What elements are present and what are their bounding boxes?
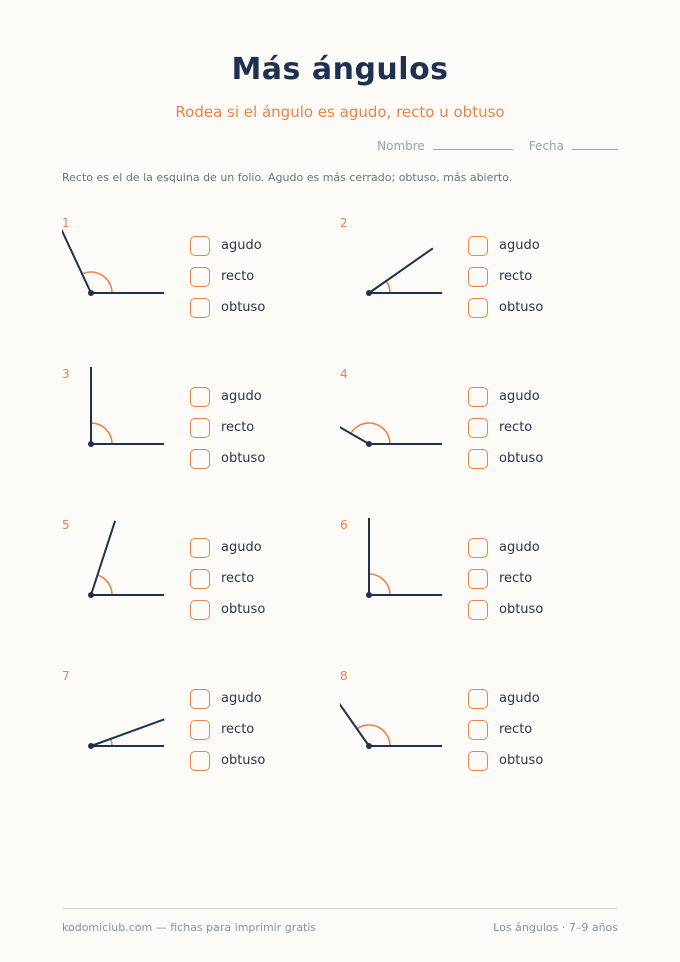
option-label: recto xyxy=(499,420,533,435)
angle-arc xyxy=(111,739,112,746)
checkbox[interactable] xyxy=(468,449,488,469)
answer-option-recto[interactable] xyxy=(468,261,543,292)
option-label: obtuso xyxy=(221,300,266,315)
option-label: obtuso xyxy=(221,753,266,768)
option-label: obtuso xyxy=(221,451,266,466)
option-label: agudo xyxy=(499,540,540,555)
checkbox[interactable] xyxy=(468,418,488,438)
answer-option-recto[interactable] xyxy=(190,412,265,443)
answer-options xyxy=(468,230,543,323)
checkbox[interactable] xyxy=(468,751,488,771)
answer-option-agudo[interactable] xyxy=(468,532,543,563)
angle-arc xyxy=(369,574,390,595)
angle-arc xyxy=(91,423,112,444)
footer-site: kodomiclub.com — fichas para imprimir gratis xyxy=(62,921,317,934)
name-date-row xyxy=(377,139,618,153)
angle-figure xyxy=(62,367,182,467)
name-label: Nombre xyxy=(377,139,425,153)
checkbox[interactable] xyxy=(190,418,210,438)
option-label: recto xyxy=(499,722,533,737)
angle-figure xyxy=(340,216,460,316)
angle-figure xyxy=(62,216,182,316)
answer-options xyxy=(190,532,265,625)
answer-options xyxy=(190,230,265,323)
checkbox[interactable] xyxy=(468,600,488,620)
exercise-item xyxy=(340,518,600,648)
answer-option-agudo[interactable] xyxy=(468,381,543,412)
answer-option-obtuso[interactable] xyxy=(190,745,265,776)
angle-figure xyxy=(62,518,182,618)
checkbox[interactable] xyxy=(190,538,210,558)
option-label: recto xyxy=(221,420,255,435)
answer-option-recto[interactable] xyxy=(468,412,543,443)
page-subtitle: Rodea si el ángulo es agudo, recto u obtuso xyxy=(175,103,505,121)
option-label: recto xyxy=(221,722,255,737)
answer-option-obtuso[interactable] xyxy=(190,443,265,474)
answer-options xyxy=(468,683,543,776)
answer-option-recto[interactable] xyxy=(468,714,543,745)
angle-arm-ray xyxy=(91,719,164,746)
exercise-number: 7 xyxy=(62,669,70,683)
option-label: agudo xyxy=(499,389,540,404)
exercise-item xyxy=(340,669,600,799)
checkbox[interactable] xyxy=(190,689,210,709)
option-label: agudo xyxy=(499,691,540,706)
answer-option-recto[interactable] xyxy=(468,563,543,594)
date-label: Fecha xyxy=(528,139,564,153)
option-label: obtuso xyxy=(499,753,544,768)
answer-option-agudo[interactable] xyxy=(190,683,265,714)
checkbox[interactable] xyxy=(468,236,488,256)
checkbox[interactable] xyxy=(468,569,488,589)
checkbox[interactable] xyxy=(190,298,210,318)
option-label: agudo xyxy=(221,238,262,253)
exercise-item xyxy=(340,367,600,497)
exercise-item xyxy=(62,518,322,648)
exercise-item xyxy=(62,216,322,346)
angle-arc xyxy=(351,423,390,444)
checkbox[interactable] xyxy=(468,267,488,287)
answer-option-agudo[interactable] xyxy=(190,532,265,563)
angle-vertex xyxy=(88,290,94,296)
answer-options xyxy=(468,381,543,474)
angle-vertex xyxy=(366,743,372,749)
exercise-number: 1 xyxy=(62,216,70,230)
exercise-number: 4 xyxy=(340,367,348,381)
checkbox[interactable] xyxy=(190,600,210,620)
checkbox[interactable] xyxy=(190,449,210,469)
option-label: agudo xyxy=(221,389,262,404)
angle-figure xyxy=(340,518,460,618)
option-label: recto xyxy=(499,571,533,586)
answer-option-obtuso[interactable] xyxy=(190,594,265,625)
answer-option-obtuso[interactable] xyxy=(468,745,543,776)
angle-figure xyxy=(340,669,460,769)
exercise-item xyxy=(62,669,322,799)
angle-figure xyxy=(62,669,182,769)
answer-option-obtuso[interactable] xyxy=(190,292,265,323)
page-title: Más ángulos xyxy=(231,52,449,87)
answer-option-agudo[interactable] xyxy=(468,683,543,714)
checkbox[interactable] xyxy=(468,538,488,558)
checkbox[interactable] xyxy=(190,751,210,771)
checkbox[interactable] xyxy=(468,298,488,318)
footer-topic: Los ángulos · 7–9 años xyxy=(493,921,618,934)
option-label: agudo xyxy=(221,540,262,555)
exercise-number: 8 xyxy=(340,669,348,683)
angle-arm-ray xyxy=(369,248,433,293)
checkbox[interactable] xyxy=(190,569,210,589)
angle-vertex xyxy=(366,290,372,296)
angle-arc xyxy=(97,575,112,595)
angle-arm-ray xyxy=(340,405,369,444)
checkbox[interactable] xyxy=(190,720,210,740)
option-label: agudo xyxy=(221,691,262,706)
exercise-item xyxy=(340,216,600,346)
date-field-line[interactable] xyxy=(572,139,618,150)
checkbox[interactable] xyxy=(190,387,210,407)
answer-option-recto[interactable] xyxy=(190,261,265,292)
answer-option-agudo[interactable] xyxy=(468,230,543,261)
checkbox[interactable] xyxy=(190,267,210,287)
angle-vertex xyxy=(366,592,372,598)
angle-vertex xyxy=(366,441,372,447)
angle-vertex xyxy=(88,743,94,749)
footer-divider xyxy=(62,908,618,909)
exercise-number: 5 xyxy=(62,518,70,532)
angle-vertex xyxy=(88,441,94,447)
option-label: obtuso xyxy=(499,451,544,466)
checkbox[interactable] xyxy=(468,387,488,407)
answer-option-agudo[interactable] xyxy=(190,230,265,261)
answer-option-obtuso[interactable] xyxy=(468,292,543,323)
answer-option-recto[interactable] xyxy=(190,563,265,594)
angle-arm-ray xyxy=(91,521,115,595)
option-label: recto xyxy=(221,269,255,284)
exercise-number: 2 xyxy=(340,216,348,230)
answer-options xyxy=(190,683,265,776)
option-label: recto xyxy=(221,571,255,586)
answer-options xyxy=(190,381,265,474)
option-label: obtuso xyxy=(499,602,544,617)
angle-figure xyxy=(340,367,460,467)
checkbox[interactable] xyxy=(190,236,210,256)
checkbox[interactable] xyxy=(468,689,488,709)
name-field-line[interactable] xyxy=(433,139,513,150)
instructions-text: Recto es el de la esquina de un folio. Agudo es más cerrado; obtuso, más abierto. xyxy=(62,171,513,184)
option-label: agudo xyxy=(499,238,540,253)
answer-options xyxy=(468,532,543,625)
option-label: obtuso xyxy=(499,300,544,315)
exercise-number: 3 xyxy=(62,367,70,381)
exercise-number: 6 xyxy=(340,518,348,532)
answer-option-obtuso[interactable] xyxy=(468,594,543,625)
answer-option-agudo[interactable] xyxy=(190,381,265,412)
option-label: recto xyxy=(499,269,533,284)
answer-option-recto[interactable] xyxy=(190,714,265,745)
angle-arm-ray xyxy=(340,682,369,746)
exercise-item xyxy=(62,367,322,497)
angle-arc xyxy=(386,281,390,293)
answer-option-obtuso[interactable] xyxy=(468,443,543,474)
angle-vertex xyxy=(88,592,94,598)
option-label: obtuso xyxy=(221,602,266,617)
checkbox[interactable] xyxy=(468,720,488,740)
angle-arm-ray xyxy=(62,222,91,293)
